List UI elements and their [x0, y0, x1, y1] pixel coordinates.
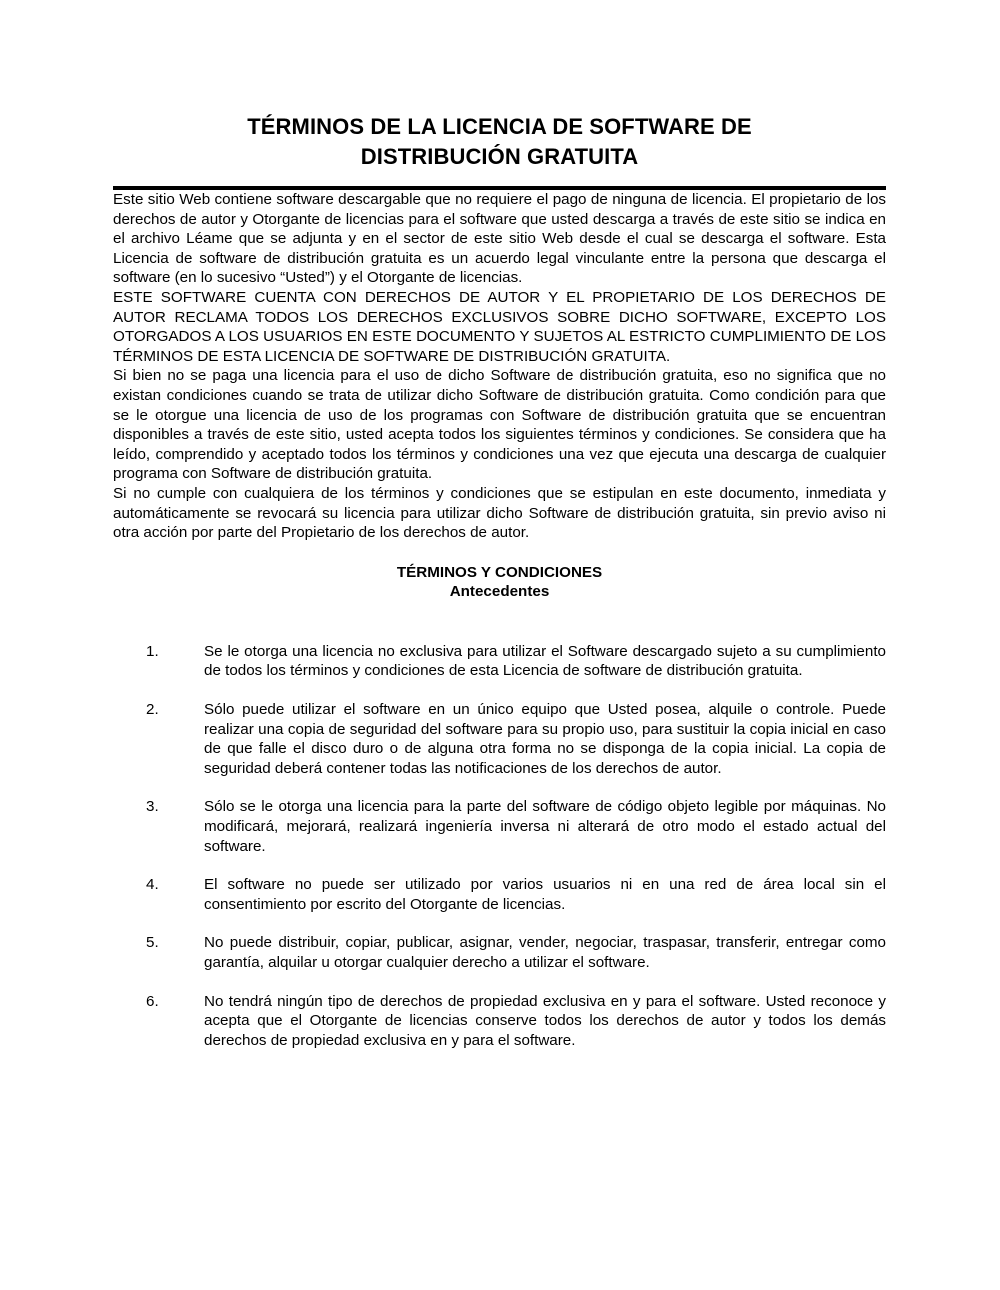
terms-list	[113, 642, 886, 1051]
paragraph-conditions: Si bien no se paga una licencia para el uso de dicho Software de distribución gratuita, eso no significa que no existan condiciones cuando se trata de utilizar dicho Software de distribución gratuita. Como condición para que se le otorgue una licencia de uso de los programas con Software de distribución gratuita que se encuentran disponibles a través de este sitio, usted acepta todos los siguientes términos y condiciones. Se considera que ha leído, comprendido y aceptado todos los términos y condiciones una vez que ejecuta una descarga de cualquier programa con Software de distribución gratuita.	[113, 367, 886, 483]
list-item-marker: 5.	[146, 934, 159, 952]
list-item-marker: 4.	[146, 876, 159, 894]
list-item-text: No puede distribuir, copiar, publicar, asignar, vender, negociar, traspasar, transferir, entregar como garantía, alquilar u otorgar cualquier derecho a utilizar el software.	[204, 934, 886, 971]
list-item	[113, 992, 886, 1051]
document-content	[113, 0, 886, 1050]
list-item	[113, 700, 886, 778]
list-item-text: No tendrá ningún tipo de derechos de propiedad exclusiva en y para el software. Usted reconoce y acepta que el Otorgante de licencias conserve todos los derechos de autor y todos los demás derechos de propiedad exclusiva en y para el software.	[204, 992, 886, 1049]
paragraph-copyright-notice: ESTE SOFTWARE CUENTA CON DERECHOS DE AUTOR Y EL PROPIETARIO DE LOS DERECHOS DE AUTOR RECLAMA TODOS LOS DERECHOS EXCLUSIVOS SOBRE DICHO SOFTWARE, EXCEPTO LOS OTORGADOS A LOS USUARIOS EN ESTE DOCUMENTO Y SUJETOS AL ESTRICTO CUMPLIMIENTO DE LOS TÉRMINOS DE ESTA LICENCIA DE SOFTWARE DE DISTRIBUCIÓN GRATUITA.	[113, 288, 886, 365]
list-item	[113, 642, 886, 681]
list-item-marker: 2.	[146, 701, 159, 719]
list-item-marker: 1.	[146, 642, 159, 660]
terms-heading-block	[113, 563, 886, 602]
list-item	[113, 875, 886, 914]
list-item-text: Sólo se le otorga una licencia para la parte del software de código objeto legible por máquinas. No modificará, mejorará, realizará ingeniería inversa ni alterará de otro modo el estado actual del software.	[204, 798, 886, 855]
list-item-text: Sólo puede utilizar el software en un único equipo que Usted posea, alquile o controle. Puede realizar una copia de seguridad del software para su propio uso, para sustituir la copia inicial en caso de que falle el disco duro o de alguna otra forma no se disponga de la copia inicial. La copia de seguridad deberá contener todas las notificaciones de los derechos de autor.	[204, 701, 886, 777]
list-item-marker: 6.	[146, 992, 159, 1010]
page-title-line-2: DISTRIBUCIÓN GRATUITA	[360, 144, 639, 169]
section-heading-terms: TÉRMINOS Y CONDICIONES	[396, 563, 603, 581]
section-heading-background: Antecedentes	[449, 583, 550, 601]
page-title-line-1: TÉRMINOS DE LA LICENCIA DE SOFTWARE DE	[247, 114, 752, 139]
paragraph-revocation: Si no cumple con cualquiera de los términos y condiciones que se estipulan en este documento, inmediata y automáticamente se revocará su licencia para utilizar dicho Software de distribución gratuita, sin previo aviso ni otra acción por parte del Propietario de los derechos de autor.	[113, 484, 886, 542]
list-item-text: El software no puede ser utilizado por varios usuarios ni en una red de área local sin el consentimiento por escrito del Otorgante de licencias.	[204, 876, 886, 913]
list-item	[113, 797, 886, 856]
paragraph-intro: Este sitio Web contiene software descargable que no requiere el pago de ninguna de licencia. El propietario de los derechos de autor y Otorgante de licencias para el software que usted descarga a través de este sitio se indica en el archivo Léame que se adjunta y en el sector de este sitio Web desde el cual se descarga el software. Esta Licencia de software de distribución gratuita es un acuerdo legal vinculante entre la persona que descarga el software (en lo sucesivo “Usted”) y el Otorgante de licencias.	[113, 191, 886, 287]
list-item-marker: 3.	[146, 798, 159, 816]
list-item	[113, 933, 886, 972]
page-title	[113, 0, 886, 172]
list-item-text: Se le otorga una licencia no exclusiva para utilizar el Software descargado sujeto a su cumplimiento de todos los términos y condiciones de esta Licencia de software de distribución gratuita.	[204, 642, 886, 680]
